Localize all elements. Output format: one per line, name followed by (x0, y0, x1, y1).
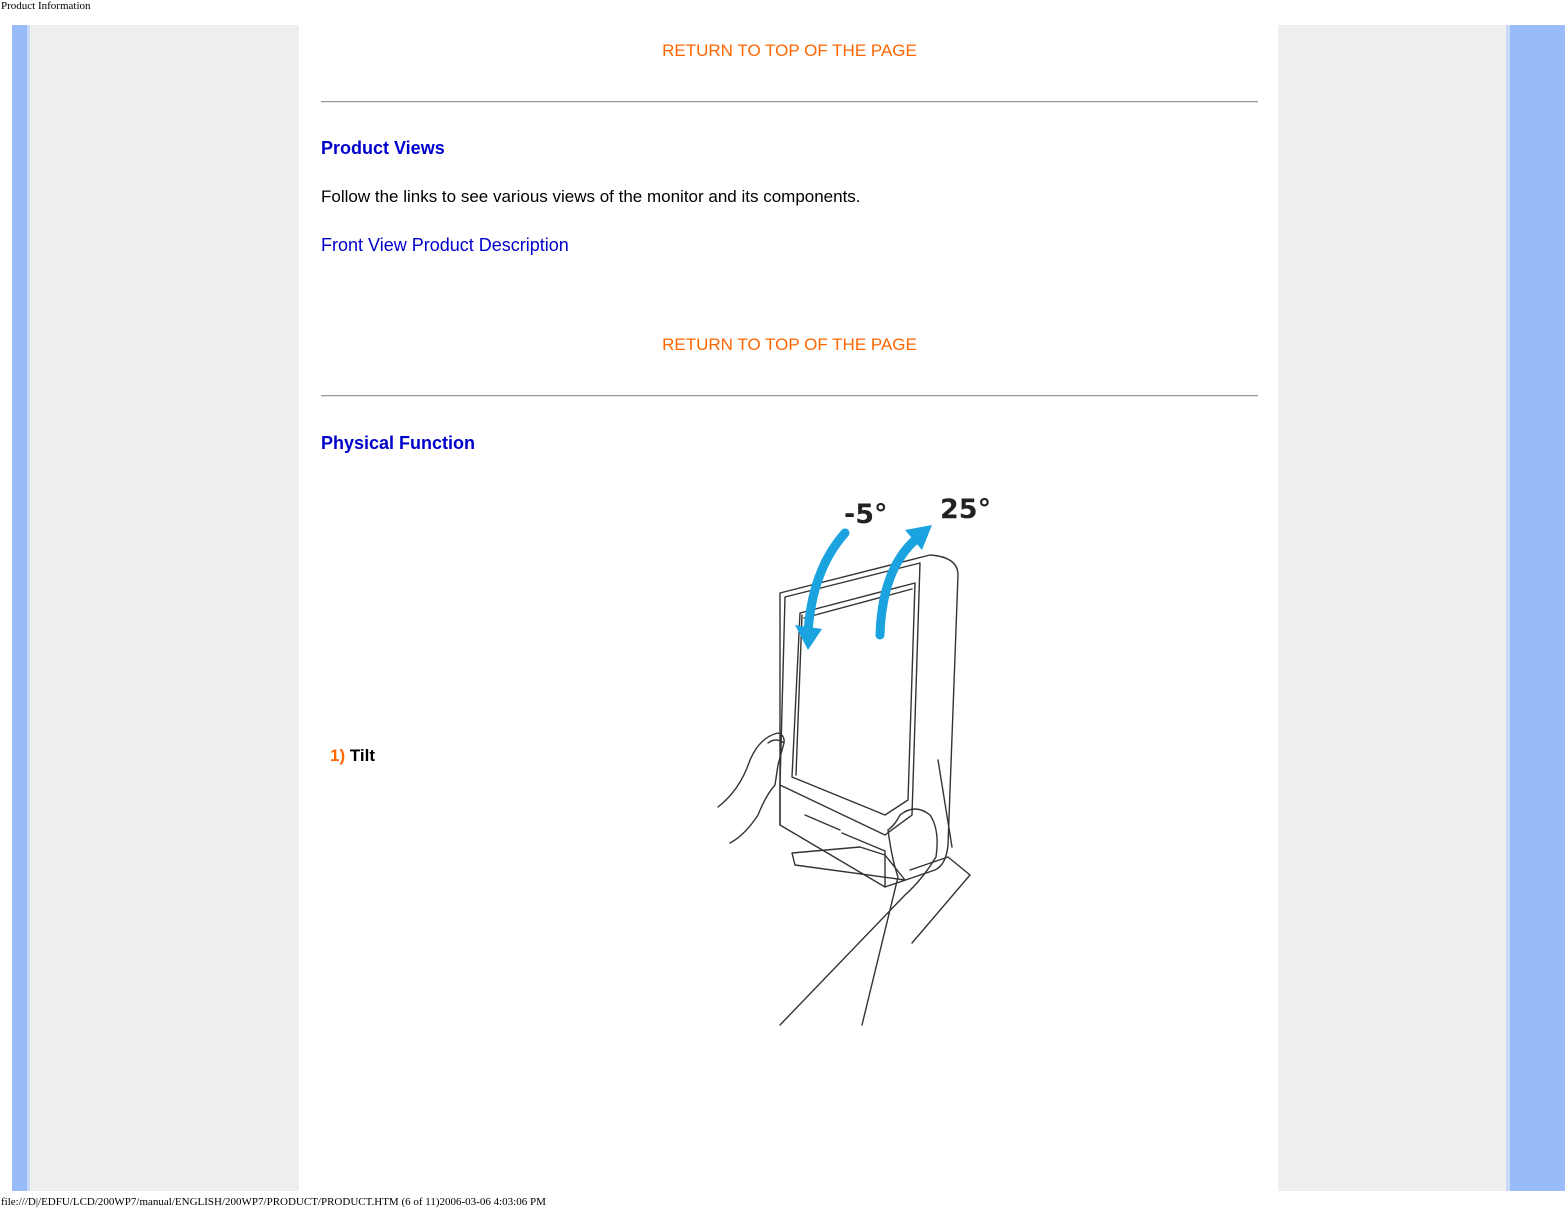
divider (321, 101, 1258, 103)
front-view-link[interactable]: Front View Product Description (321, 235, 569, 255)
right-arm-upper (780, 809, 937, 1025)
tilt-number: 1) (330, 746, 346, 765)
left-hand (718, 733, 784, 843)
monitor-shell (780, 555, 958, 887)
physical-function-heading: Physical Function (321, 433, 476, 453)
tilt-label (330, 746, 375, 766)
return-to-top-link[interactable]: RETURN TO TOP OF THE PAGE (662, 41, 917, 60)
right-gray-column (1278, 25, 1506, 1191)
right-arm-lower (862, 830, 898, 1025)
window-title: Product Information (1, 0, 91, 12)
tilt-back-angle: 25° (940, 494, 992, 525)
product-views-description: Follow the links to see various views of the monitor and its components. (321, 187, 861, 206)
footer-file-path: file:///D|/EDFU/LCD/200WP7/manual/ENGLISH/200WP7/PRODUCT/PRODUCT.HTM (6 of 11)2006-03-06 4:03:06 PM (1, 1196, 546, 1208)
return-to-top-link-2[interactable]: RETURN TO TOP OF THE PAGE (662, 335, 917, 354)
left-blue-margin (12, 25, 27, 1191)
tilt-text: Tilt (349, 746, 376, 765)
monitor-bezel (780, 563, 920, 835)
right-blue-margin (1510, 25, 1565, 1191)
stand-foot-right (910, 857, 970, 943)
tilt-illustration (700, 485, 1020, 1035)
product-views-heading: Product Views (321, 138, 445, 158)
tilt-forward-angle: -5° (844, 499, 888, 530)
left-gray-column (30, 25, 299, 1191)
stand-foot-left (792, 847, 905, 880)
divider-2 (321, 395, 1258, 397)
